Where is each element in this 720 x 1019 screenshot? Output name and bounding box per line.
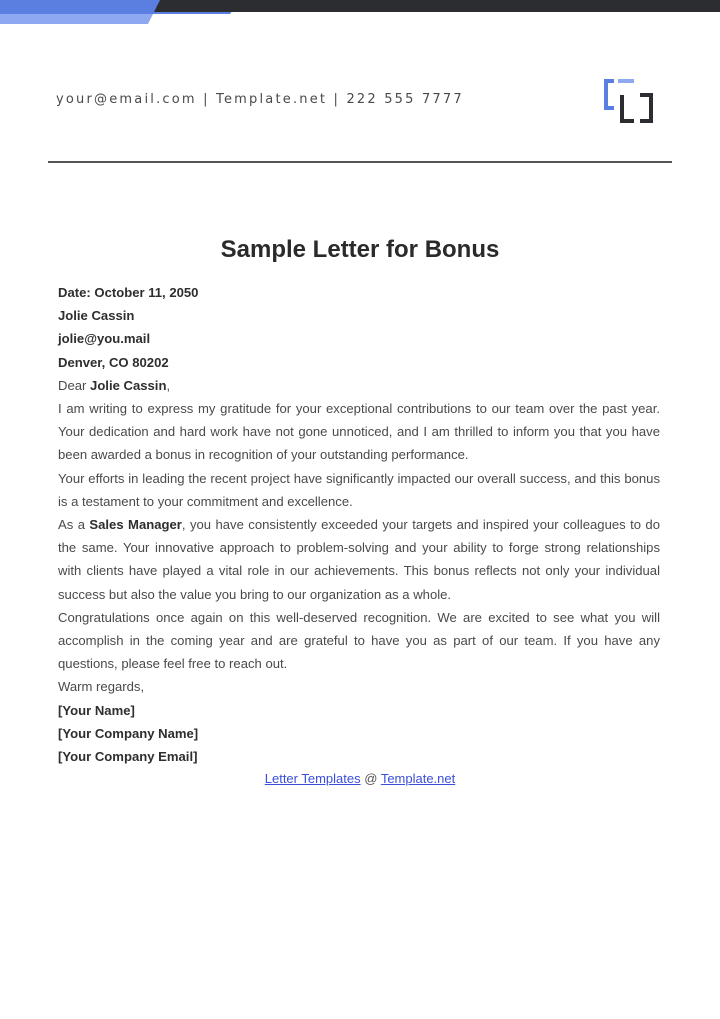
signature-email: [Your Company Email]: [58, 749, 198, 765]
salutation: [58, 374, 660, 397]
salutation-prefix: Dear: [58, 377, 91, 393]
salutation-name: Jolie Cassin: [90, 377, 167, 393]
recipient-email: jolie@you.mail: [58, 331, 151, 347]
paragraph-3-rest: , you have consistently exceeded your targets and inspired your colleagues to do the same. Your innovative approach to problem-solving and your ability to forge strong relationships with clients have played a vital role in our achievements. This bonus reflects not only your individual success but also the value you bring to our organization as a whole.: [58, 517, 660, 602]
paragraph-1: I am writing to express my gratitude for your exceptional contributions to our team over the past year. Your dedication and hard work have not gone unnoticed, and I am thrilled to inform you that you have been awarded a bonus in recognition of your outstanding performance.: [58, 401, 660, 463]
paragraph-2: Your efforts in leading the recent project have significantly impacted our overall success, and this bonus is a testament to your commitment and excellence.: [58, 470, 660, 509]
paragraph-3-prefix: As a: [58, 517, 90, 533]
recipient-name: Jolie Cassin: [58, 308, 135, 324]
letter-templates-link[interactable]: Letter Templates: [264, 771, 361, 786]
closing: Warm regards,: [58, 679, 145, 695]
signature-name: [Your Name]: [58, 702, 135, 718]
top-banner: [0, 0, 720, 24]
top-banner-dark-bar: [154, 0, 720, 12]
recipient-address: Denver, CO 80202: [58, 354, 169, 370]
letter-body: [58, 281, 660, 768]
bracket-logo-icon: [604, 78, 654, 124]
paragraph-4: Congratulations once again on this well-deserved recognition. We are excited to see what you will accomplish in the coming year and are grateful to have you as part of our team. If you have any questions, please feel free to reach out.: [58, 609, 660, 672]
template-net-link[interactable]: Template.net: [380, 771, 456, 786]
header-divider: [48, 161, 672, 163]
letter-date: Date: October 11, 2050: [58, 285, 199, 300]
footer-separator: @: [360, 771, 381, 786]
header-contact-line: your@email.com | Template.net | 222 555 7777: [56, 92, 464, 107]
footer: [0, 771, 720, 786]
job-role: Sales Manager: [89, 517, 182, 533]
page-title: Sample Letter for Bonus: [220, 236, 500, 263]
signature-company: [Your Company Name]: [58, 725, 199, 741]
salutation-suffix: ,: [166, 377, 171, 393]
paragraph-3: [58, 513, 660, 606]
